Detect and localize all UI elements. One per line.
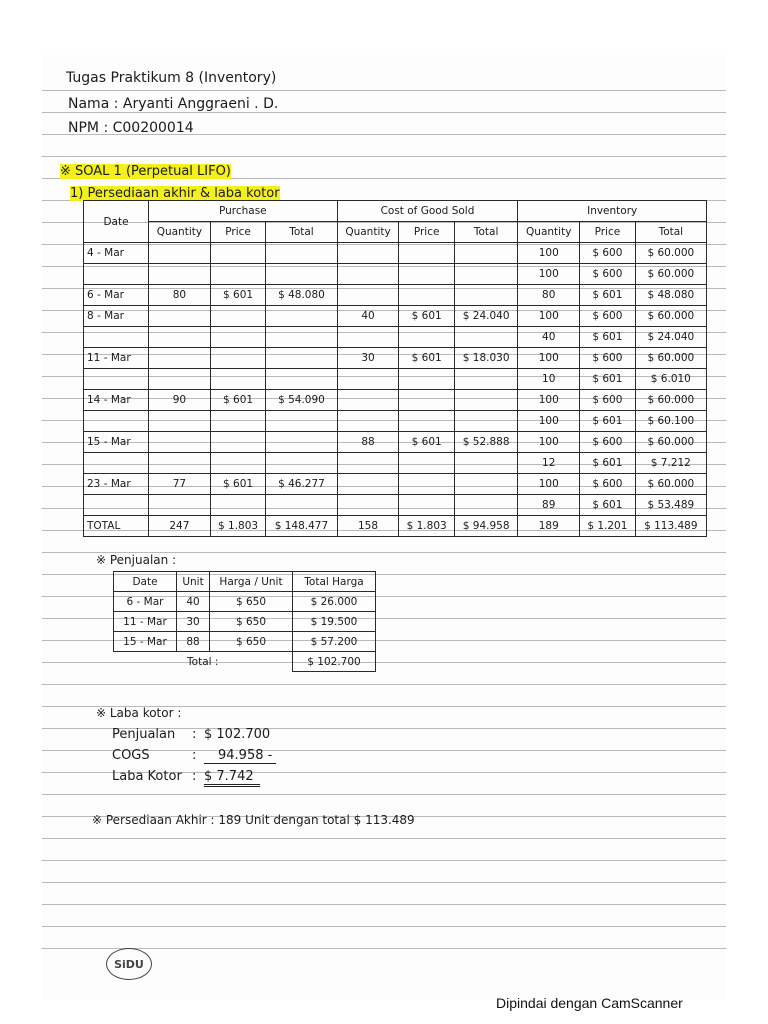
purchase-header: Purchase — [149, 201, 338, 222]
table-cell: 80 — [149, 285, 211, 306]
table-cell: 14 - Mar — [84, 390, 149, 411]
table-cell: $ 600 — [580, 474, 636, 495]
section-subtitle — [70, 186, 280, 201]
table-cell — [399, 243, 455, 264]
header-npm: NPM : C00200014 — [68, 120, 194, 136]
table-cell — [399, 474, 455, 495]
ending-inventory: ※ Persediaan Akhir : 189 Unit dengan total $ 113.489 — [92, 813, 415, 827]
table-cell — [454, 495, 517, 516]
table-cell: $ 1.803 — [399, 516, 455, 537]
table-cell: 100 — [518, 348, 580, 369]
sidu-logo: SiDU — [106, 948, 152, 980]
sales-cell: $ 650 — [210, 612, 293, 632]
table-cell: 77 — [149, 474, 211, 495]
table-row — [84, 432, 707, 453]
table-cell — [84, 411, 149, 432]
table-row — [84, 243, 707, 264]
table-cell — [399, 264, 455, 285]
table-cell: $ 60.000 — [635, 306, 706, 327]
table-cell — [84, 495, 149, 516]
sales-cell: 6 - Mar — [114, 592, 177, 612]
table-cell: $ 24.040 — [635, 327, 706, 348]
table-cell: $ 6.010 — [635, 369, 706, 390]
table-cell: 12 — [518, 453, 580, 474]
table-row — [84, 327, 707, 348]
table-cell — [149, 306, 211, 327]
sales-total-row — [114, 652, 376, 672]
table-cell: $ 1.201 — [580, 516, 636, 537]
gp-label: COGS — [112, 748, 150, 763]
gp-line-sales — [112, 727, 270, 742]
table-cell — [454, 243, 517, 264]
table-cell: 247 — [149, 516, 211, 537]
table-cell: $ 601 — [399, 348, 455, 369]
ruled-line — [42, 904, 726, 905]
sales-cell: $ 26.000 — [293, 592, 376, 612]
table-cell — [337, 327, 399, 348]
table-cell — [454, 285, 517, 306]
table-cell — [210, 432, 266, 453]
section-subtitle-text: 1) Persediaan akhir & laba kotor — [70, 186, 280, 201]
table-cell — [399, 369, 455, 390]
table-cell — [210, 306, 266, 327]
table-cell: 90 — [149, 390, 211, 411]
table-row — [84, 390, 707, 411]
table-cell — [337, 390, 399, 411]
table-cell — [454, 327, 517, 348]
table-cell — [210, 348, 266, 369]
date-header: Date — [84, 201, 149, 243]
table-cell — [399, 390, 455, 411]
gp-sep: : — [192, 769, 197, 784]
table-cell — [266, 306, 337, 327]
table-cell: $ 60.000 — [635, 390, 706, 411]
table-cell — [454, 369, 517, 390]
ruled-line — [42, 926, 726, 927]
table-cell: $ 60.100 — [635, 411, 706, 432]
table-cell — [149, 243, 211, 264]
table-cell: $ 48.080 — [635, 285, 706, 306]
sales-cell: $ 650 — [210, 632, 293, 652]
table-row — [84, 264, 707, 285]
sales-row — [114, 632, 376, 652]
table-cell: TOTAL — [84, 516, 149, 537]
section-title-text: ※ SOAL 1 (Perpetual LIFO) — [60, 164, 231, 179]
table-cell: 6 - Mar — [84, 285, 149, 306]
sub-header: Quantity — [149, 222, 211, 243]
table-cell — [454, 264, 517, 285]
table-cell — [266, 348, 337, 369]
sub-header: Price — [210, 222, 266, 243]
table-cell: 40 — [518, 327, 580, 348]
ruled-line — [42, 948, 726, 949]
table-cell: $ 48.080 — [266, 285, 337, 306]
table-cell: 100 — [518, 243, 580, 264]
table-cell — [266, 411, 337, 432]
table-cell — [210, 327, 266, 348]
table-cell: $ 113.489 — [635, 516, 706, 537]
table-cell — [454, 411, 517, 432]
table-cell — [149, 495, 211, 516]
table-cell: $ 601 — [580, 369, 636, 390]
ruled-line — [42, 882, 726, 883]
table-cell: 4 - Mar — [84, 243, 149, 264]
sales-cell: 88 — [177, 632, 210, 652]
table-cell: 158 — [337, 516, 399, 537]
table-cell — [266, 495, 337, 516]
table-cell: $ 52.888 — [454, 432, 517, 453]
table-row — [84, 369, 707, 390]
table-cell: $ 601 — [580, 285, 636, 306]
table-cell — [149, 348, 211, 369]
sales-total-label: Total : — [114, 652, 293, 672]
table-cell: $ 601 — [399, 432, 455, 453]
table-cell: $ 60.000 — [635, 348, 706, 369]
table-cell: $ 601 — [580, 453, 636, 474]
header-title: Tugas Praktikum 8 (Inventory) — [66, 70, 277, 86]
sales-row — [114, 612, 376, 632]
camscanner-watermark: Dipindai dengan CamScanner — [496, 995, 683, 1011]
table-cell — [454, 453, 517, 474]
inventory-table — [83, 200, 707, 537]
table-cell: 8 - Mar — [84, 306, 149, 327]
table-cell — [84, 453, 149, 474]
table-cell — [399, 285, 455, 306]
sales-title: ※ Penjualan : — [96, 553, 177, 567]
sales-total-value: $ 102.700 — [293, 652, 376, 672]
gp-line-cogs — [112, 748, 276, 764]
table-row — [84, 453, 707, 474]
table-cell — [337, 453, 399, 474]
table-cell — [210, 411, 266, 432]
table-row — [84, 285, 707, 306]
table-cell — [337, 495, 399, 516]
table-cell: 23 - Mar — [84, 474, 149, 495]
table-row — [84, 474, 707, 495]
cogs-header: Cost of Good Sold — [337, 201, 518, 222]
table-cell: 89 — [518, 495, 580, 516]
table-cell: 15 - Mar — [84, 432, 149, 453]
ruled-line — [42, 112, 726, 113]
table-cell — [337, 474, 399, 495]
table-cell — [149, 453, 211, 474]
table-cell — [149, 432, 211, 453]
table-cell: $ 601 — [580, 411, 636, 432]
table-cell — [454, 390, 517, 411]
table-cell — [149, 327, 211, 348]
table-cell — [84, 264, 149, 285]
table-cell: 40 — [337, 306, 399, 327]
table-cell: 88 — [337, 432, 399, 453]
inventory-table-body — [84, 243, 707, 537]
sub-header: Total — [454, 222, 517, 243]
table-row — [84, 306, 707, 327]
table-cell — [399, 495, 455, 516]
sales-header: Harga / Unit — [210, 572, 293, 592]
table-cell — [337, 369, 399, 390]
gp-label: Penjualan — [112, 727, 176, 742]
table-cell — [210, 453, 266, 474]
table-cell: $ 94.958 — [454, 516, 517, 537]
table-cell — [210, 264, 266, 285]
table-cell: $ 18.030 — [454, 348, 517, 369]
table-cell: $ 601 — [210, 474, 266, 495]
table-row — [84, 348, 707, 369]
table-cell: $ 600 — [580, 432, 636, 453]
table-cell — [266, 369, 337, 390]
table-cell — [210, 495, 266, 516]
table-cell — [399, 327, 455, 348]
sub-header: Total — [635, 222, 706, 243]
sales-cell: 15 - Mar — [114, 632, 177, 652]
gp-line-profit — [112, 769, 260, 787]
gp-value: $ 102.700 — [204, 727, 271, 742]
table-header-row — [84, 201, 707, 222]
table-cell — [266, 432, 337, 453]
sales-cell: $ 650 — [210, 592, 293, 612]
gp-sep: : — [192, 727, 197, 742]
table-cell — [337, 243, 399, 264]
ruled-line — [42, 838, 726, 839]
table-cell: 30 — [337, 348, 399, 369]
gp-sep: : — [192, 748, 197, 763]
table-cell: $ 148.477 — [266, 516, 337, 537]
sales-header-row — [114, 572, 376, 592]
header-name: Nama : Aryanti Anggraeni . D. — [68, 96, 279, 112]
table-cell — [266, 453, 337, 474]
table-subheader-row — [84, 222, 707, 243]
table-cell: 80 — [518, 285, 580, 306]
sub-header: Quantity — [518, 222, 580, 243]
table-cell: 100 — [518, 264, 580, 285]
table-cell: $ 60.000 — [635, 474, 706, 495]
table-cell — [149, 264, 211, 285]
table-cell: $ 600 — [580, 243, 636, 264]
table-cell — [210, 369, 266, 390]
table-cell: $ 60.000 — [635, 243, 706, 264]
table-cell — [210, 243, 266, 264]
table-cell: $ 600 — [580, 348, 636, 369]
table-cell: 11 - Mar — [84, 348, 149, 369]
table-cell — [337, 264, 399, 285]
sales-cell: 40 — [177, 592, 210, 612]
table-cell: 10 — [518, 369, 580, 390]
table-cell: 100 — [518, 432, 580, 453]
sales-header: Date — [114, 572, 177, 592]
sub-header: Quantity — [337, 222, 399, 243]
table-cell: $ 601 — [210, 390, 266, 411]
table-cell: $ 24.040 — [454, 306, 517, 327]
sales-header: Unit — [177, 572, 210, 592]
table-cell: $ 601 — [399, 306, 455, 327]
ruled-line — [42, 860, 726, 861]
table-row — [84, 516, 707, 537]
sales-cell: 30 — [177, 612, 210, 632]
section-title — [60, 164, 231, 179]
table-cell — [149, 411, 211, 432]
table-cell — [266, 264, 337, 285]
ruled-line — [42, 90, 726, 91]
ruled-line — [42, 156, 726, 157]
table-cell: $ 600 — [580, 306, 636, 327]
sales-table-body — [114, 592, 376, 652]
sales-cell: 11 - Mar — [114, 612, 177, 632]
table-cell — [399, 411, 455, 432]
table-cell: $ 54.090 — [266, 390, 337, 411]
table-cell: 189 — [518, 516, 580, 537]
table-cell — [337, 285, 399, 306]
table-cell: $ 1.803 — [210, 516, 266, 537]
gp-value: 94.958 - — [204, 748, 276, 764]
table-cell: 100 — [518, 390, 580, 411]
table-cell: $ 601 — [580, 495, 636, 516]
table-cell: 100 — [518, 306, 580, 327]
inventory-header: Inventory — [518, 201, 707, 222]
table-cell — [84, 369, 149, 390]
sales-cell: $ 19.500 — [293, 612, 376, 632]
table-cell: $ 60.000 — [635, 432, 706, 453]
sub-header: Price — [580, 222, 636, 243]
table-cell — [337, 411, 399, 432]
sales-table — [113, 571, 376, 672]
table-cell — [266, 327, 337, 348]
table-cell: $ 601 — [580, 327, 636, 348]
table-cell: $ 53.489 — [635, 495, 706, 516]
ruled-line — [42, 684, 726, 685]
table-cell: $ 46.277 — [266, 474, 337, 495]
table-cell: 100 — [518, 411, 580, 432]
table-cell: $ 7.212 — [635, 453, 706, 474]
sales-row — [114, 592, 376, 612]
sub-header: Price — [399, 222, 455, 243]
table-cell — [149, 369, 211, 390]
sales-cell: $ 57.200 — [293, 632, 376, 652]
table-cell — [84, 327, 149, 348]
ruled-line — [42, 794, 726, 795]
table-cell: $ 600 — [580, 264, 636, 285]
sales-header: Total Harga — [293, 572, 376, 592]
table-cell — [266, 243, 337, 264]
sub-header: Total — [266, 222, 337, 243]
table-row — [84, 495, 707, 516]
table-cell — [399, 453, 455, 474]
table-cell: $ 601 — [210, 285, 266, 306]
table-cell: 100 — [518, 474, 580, 495]
gross-profit-title: ※ Laba kotor : — [96, 706, 182, 720]
table-cell: $ 600 — [580, 390, 636, 411]
gp-value: $ 7.742 — [204, 769, 260, 787]
table-cell — [454, 474, 517, 495]
table-row — [84, 411, 707, 432]
table-cell: $ 60.000 — [635, 264, 706, 285]
gp-label: Laba Kotor — [112, 769, 182, 784]
